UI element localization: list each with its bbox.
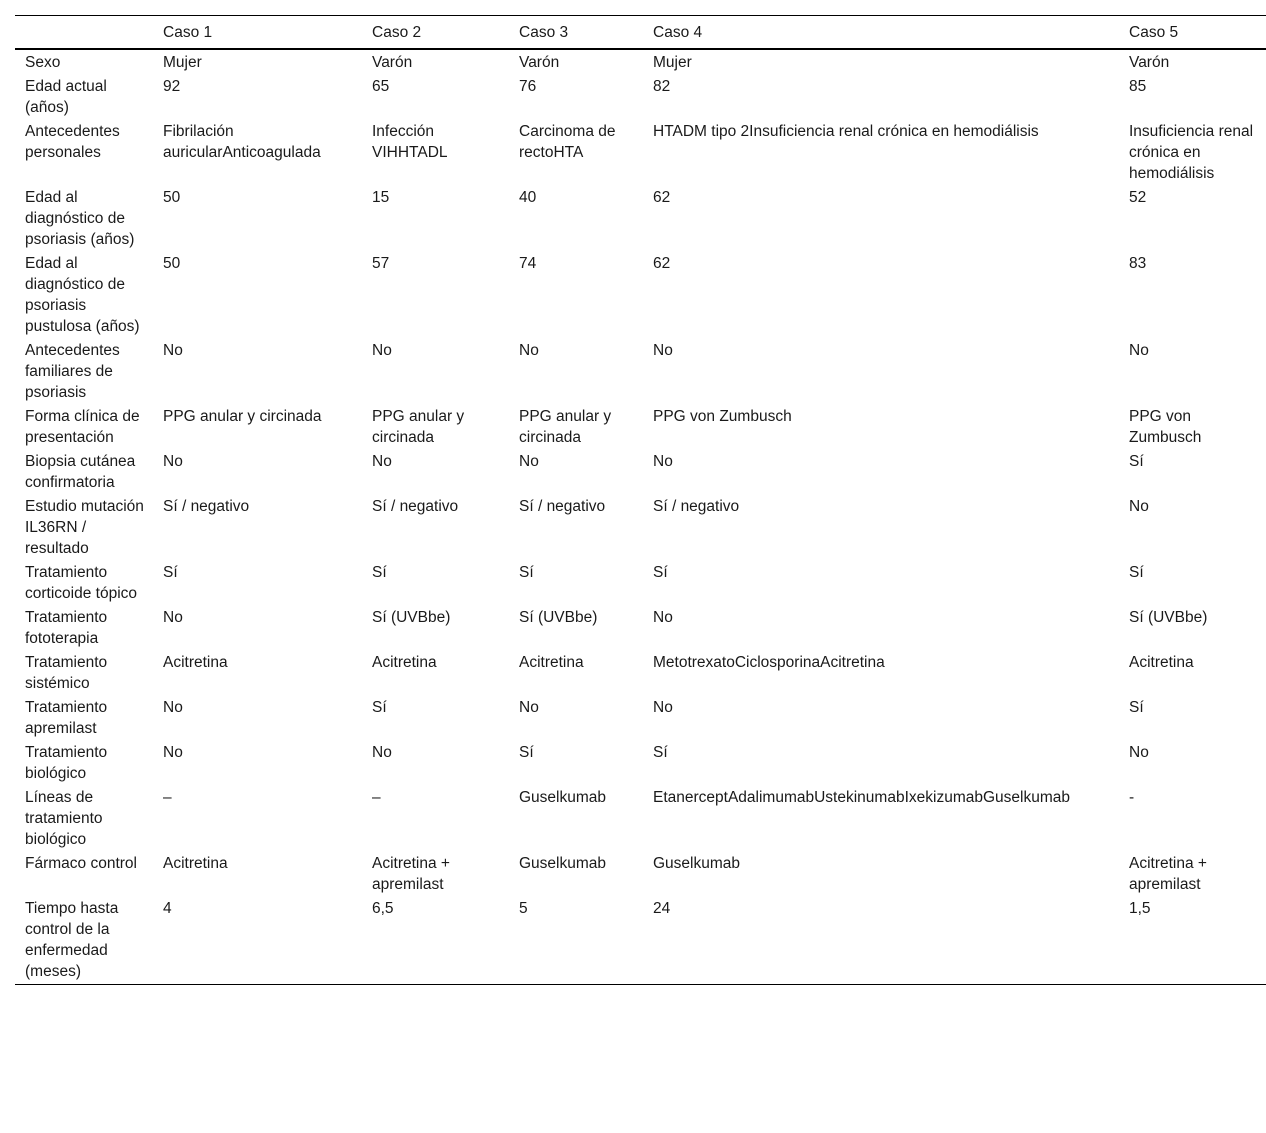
table-cell-caso-3: No bbox=[519, 342, 539, 359]
table-cell-caso-5: Varón bbox=[1129, 54, 1170, 71]
table-row bbox=[15, 495, 1266, 561]
table-cell-caso-2: No bbox=[372, 453, 392, 470]
table-cell-caso-1: – bbox=[163, 789, 172, 806]
table-row bbox=[15, 75, 1266, 120]
table-cell-caso-5: Sí (UVBbe) bbox=[1129, 609, 1208, 626]
table-cell-caso-1: No bbox=[163, 453, 183, 470]
table-cell-caso-1: No bbox=[163, 744, 183, 761]
case-table bbox=[15, 15, 1266, 985]
table-cell-caso-5: No bbox=[1129, 498, 1149, 515]
table-cell-caso-4: No bbox=[653, 609, 673, 626]
table-cell-caso-5: 85 bbox=[1129, 78, 1147, 95]
table-cell-caso-4: PPG von Zumbusch bbox=[653, 408, 792, 425]
table-cell-caso-3: Sí bbox=[519, 564, 534, 581]
table-cell-caso-1: PPG anular y circinada bbox=[163, 408, 322, 425]
table-cell-caso-3: 74 bbox=[519, 255, 537, 272]
table-cell-caso-3: Acitretina bbox=[519, 654, 584, 671]
table-cell-caso-1: No bbox=[163, 342, 183, 359]
table-cell-caso-3: Carcinoma de rectoHTA bbox=[519, 123, 616, 161]
row-label: Edad al diagnóstico de psoriasis pustulosa (años) bbox=[25, 255, 140, 335]
header-cell-caso-1: Caso 1 bbox=[163, 23, 213, 41]
row-label: Tratamiento sistémico bbox=[25, 654, 108, 692]
header-cell-caso-3: Caso 3 bbox=[519, 23, 569, 41]
table-cell-caso-2: Sí bbox=[372, 699, 387, 716]
table-cell-caso-1: Sí bbox=[163, 564, 178, 581]
row-label: Tratamiento fototerapia bbox=[25, 609, 108, 647]
table-row bbox=[15, 651, 1266, 696]
table-row bbox=[15, 561, 1266, 606]
row-label: Biopsia cutánea confirmatoria bbox=[25, 453, 136, 491]
row-label: Edad actual (años) bbox=[25, 78, 107, 116]
header-cell-empty bbox=[15, 16, 153, 50]
row-label: Tratamiento corticoide tópico bbox=[25, 564, 138, 602]
table-cell-caso-3: Varón bbox=[519, 54, 560, 71]
table-cell-caso-1: No bbox=[163, 699, 183, 716]
table-cell-caso-5: No bbox=[1129, 744, 1149, 761]
table-row bbox=[15, 120, 1266, 186]
table-cell-caso-5: Acitretina + apremilast bbox=[1129, 855, 1207, 893]
table-cell-caso-4: 82 bbox=[653, 78, 671, 95]
table-cell-caso-3: Sí (UVBbe) bbox=[519, 609, 598, 626]
header-cell-caso-5: Caso 5 bbox=[1129, 23, 1179, 41]
table-cell-caso-1: 50 bbox=[163, 255, 181, 272]
table-cell-caso-5: Sí bbox=[1129, 564, 1144, 581]
table-cell-caso-1: Acitretina bbox=[163, 855, 228, 872]
table-cell-caso-4: Sí bbox=[653, 744, 668, 761]
table-cell-caso-2: Sí bbox=[372, 564, 387, 581]
table-cell-caso-2: Acitretina + apremilast bbox=[372, 855, 450, 893]
row-label: Antecedentes personales bbox=[25, 123, 120, 161]
table-cell-caso-3: No bbox=[519, 453, 539, 470]
table-cell-caso-5: 52 bbox=[1129, 189, 1147, 206]
row-label: Tratamiento biológico bbox=[25, 744, 108, 782]
header-cell-caso-4: Caso 4 bbox=[653, 23, 703, 41]
table-cell-caso-1: Mujer bbox=[163, 54, 202, 71]
table-row bbox=[15, 339, 1266, 405]
table-row bbox=[15, 696, 1266, 741]
table-cell-caso-3: PPG anular y circinada bbox=[519, 408, 612, 446]
table-cell-caso-1: Sí / negativo bbox=[163, 498, 250, 515]
table-cell-caso-3: Sí / negativo bbox=[519, 498, 606, 515]
table-cell-caso-4: HTADM tipo 2Insuficiencia renal crónica en hemodiálisis bbox=[653, 123, 1039, 140]
table-cell-caso-5: No bbox=[1129, 342, 1149, 359]
table-cell-caso-5: 83 bbox=[1129, 255, 1147, 272]
table-cell-caso-2: Infección VIHHTADL bbox=[372, 123, 448, 161]
table-cell-caso-4: MetotrexatoCiclosporinaAcitretina bbox=[653, 654, 885, 671]
table-cell-caso-5: PPG von Zumbusch bbox=[1129, 408, 1202, 446]
row-label: Tiempo hasta control de la enfermedad (meses) bbox=[25, 900, 119, 980]
table-cell-caso-2: Sí (UVBbe) bbox=[372, 609, 451, 626]
table-cell-caso-1: Acitretina bbox=[163, 654, 228, 671]
table-cell-caso-2: PPG anular y circinada bbox=[372, 408, 465, 446]
table-cell-caso-5: Insuficiencia renal crónica en hemodiálisis bbox=[1129, 123, 1254, 182]
row-label: Fármaco control bbox=[25, 855, 137, 872]
table-cell-caso-4: Sí bbox=[653, 564, 668, 581]
table-cell-caso-4: 62 bbox=[653, 189, 671, 206]
row-label: Antecedentes familiares de psoriasis bbox=[25, 342, 120, 401]
row-label: Estudio mutación IL36RN / resultado bbox=[25, 498, 144, 557]
table-cell-caso-2: Sí / negativo bbox=[372, 498, 459, 515]
table-cell-caso-4: No bbox=[653, 453, 673, 470]
row-label: Forma clínica de presentación bbox=[25, 408, 140, 446]
table-cell-caso-5: 1,5 bbox=[1129, 900, 1151, 917]
table-cell-caso-4: No bbox=[653, 342, 673, 359]
table-cell-caso-2: No bbox=[372, 744, 392, 761]
table-cell-caso-1: 92 bbox=[163, 78, 181, 95]
table-row bbox=[15, 450, 1266, 495]
table-cell-caso-4: Sí / negativo bbox=[653, 498, 740, 515]
table-cell-caso-5: Sí bbox=[1129, 699, 1144, 716]
table-cell-caso-5: Acitretina bbox=[1129, 654, 1194, 671]
table-row bbox=[15, 405, 1266, 450]
table-row bbox=[15, 897, 1266, 985]
table-cell-caso-5: Sí bbox=[1129, 453, 1144, 470]
table-cell-caso-3: 76 bbox=[519, 78, 537, 95]
table-cell-caso-2: 65 bbox=[372, 78, 390, 95]
table-container bbox=[15, 15, 1266, 985]
table-cell-caso-4: 62 bbox=[653, 255, 671, 272]
table-cell-caso-3: Guselkumab bbox=[519, 855, 607, 872]
table-body bbox=[15, 49, 1266, 985]
table-cell-caso-2: 6,5 bbox=[372, 900, 394, 917]
table-row bbox=[15, 852, 1266, 897]
row-label: Líneas de tratamiento biológico bbox=[25, 789, 103, 848]
table-cell-caso-3: 5 bbox=[519, 900, 528, 917]
table-cell-caso-3: 40 bbox=[519, 189, 537, 206]
table-cell-caso-2: Acitretina bbox=[372, 654, 437, 671]
row-label: Edad al diagnóstico de psoriasis (años) bbox=[25, 189, 135, 248]
table-cell-caso-5: - bbox=[1129, 789, 1135, 806]
table-cell-caso-2: 15 bbox=[372, 189, 390, 206]
table-cell-caso-4: No bbox=[653, 699, 673, 716]
table-cell-caso-4: EtanerceptAdalimumabUstekinumabIxekizumabGuselkumab bbox=[653, 789, 1070, 806]
table-cell-caso-1: 4 bbox=[163, 900, 172, 917]
table-cell-caso-1: No bbox=[163, 609, 183, 626]
table-cell-caso-2: 57 bbox=[372, 255, 390, 272]
table-cell-caso-2: Varón bbox=[372, 54, 413, 71]
table-cell-caso-2: No bbox=[372, 342, 392, 359]
table-cell-caso-4: Mujer bbox=[653, 54, 692, 71]
table-row bbox=[15, 606, 1266, 651]
table-cell-caso-1: 50 bbox=[163, 189, 181, 206]
header-cell-caso-2: Caso 2 bbox=[372, 23, 422, 41]
table-row bbox=[15, 786, 1266, 852]
table-row bbox=[15, 186, 1266, 252]
table-cell-caso-4: 24 bbox=[653, 900, 671, 917]
table-row bbox=[15, 741, 1266, 786]
table-cell-caso-3: No bbox=[519, 699, 539, 716]
table-cell-caso-1: Fibrilación auricularAnticoagulada bbox=[163, 123, 321, 161]
table-row bbox=[15, 252, 1266, 339]
table-cell-caso-3: Guselkumab bbox=[519, 789, 607, 806]
row-label: Tratamiento apremilast bbox=[25, 699, 108, 737]
header-row bbox=[15, 16, 1266, 50]
row-label: Sexo bbox=[25, 54, 61, 71]
table-header bbox=[15, 16, 1266, 50]
table-cell-caso-2: – bbox=[372, 789, 381, 806]
table-cell-caso-3: Sí bbox=[519, 744, 534, 761]
table-row bbox=[15, 49, 1266, 75]
table-cell-caso-4: Guselkumab bbox=[653, 855, 741, 872]
